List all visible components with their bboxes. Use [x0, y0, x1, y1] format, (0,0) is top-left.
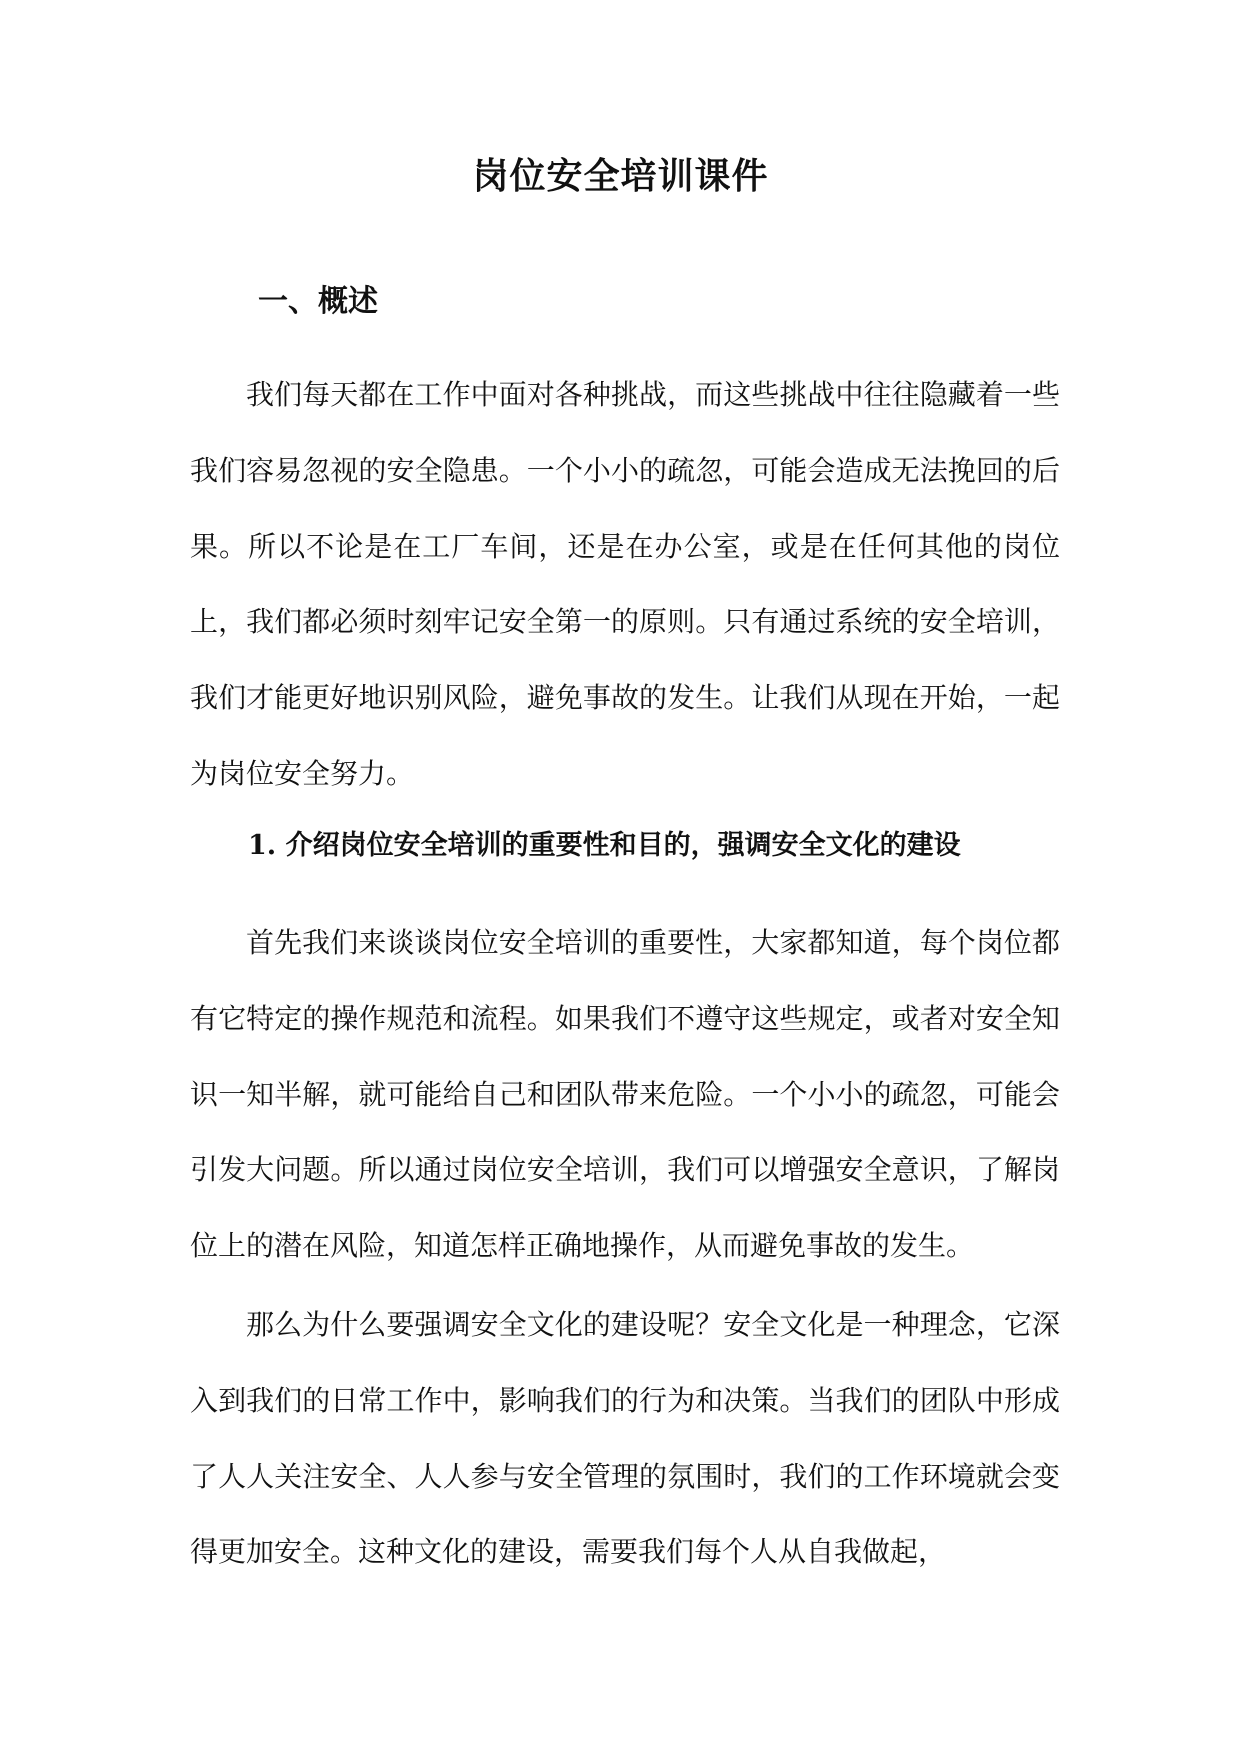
- safety-culture-paragraph: 那么为什么要强调安全文化的建设呢？安全文化是一种理念，它深入到我们的日常工作中，影响我们的行为和决策。当我们的团队中形成了人人关注安全、人人参与安全管理的氛围时，我们的工作环境就会变得更加安全。这种文化的建设，需要我们每个人从自我做起，: [190, 1308, 1060, 1569]
- overview-paragraph: 我们每天都在工作中面对各种挑战，而这些挑战中往往隐藏着一些我们容易忽视的安全隐患。一个小小的疏忽，可能会造成无法挽回的后果。所以不论是在工厂车间，还是在办公室，或是在任何其他的岗位上，我们都必须时刻牢记安全第一的原则。只有通过系统的安全培训，我们才能更好地识别风险，避免事故的发生。让我们从现在开始，一起为岗位安全努力。: [190, 378, 1060, 790]
- document-title: 岗位安全培训课件: [472, 155, 769, 197]
- subsection-heading-importance: 1. 介绍岗位安全培训的重要性和目的，强调安全文化的建设: [248, 830, 961, 861]
- importance-paragraph: 首先我们来谈谈岗位安全培训的重要性，大家都知道，每个岗位都有它特定的操作规范和流程。如果我们不遵守这些规定，或者对安全知识一知半解，就可能给自己和团队带来危险。一个小小的疏忽，可能会引发大问题。所以通过岗位安全培训，我们可以增强安全意识，了解岗位上的潜在风险，知道怎样正确地操作，从而避免事故的发生。: [190, 926, 1060, 1263]
- section-heading-overview: 一、概述: [258, 284, 378, 319]
